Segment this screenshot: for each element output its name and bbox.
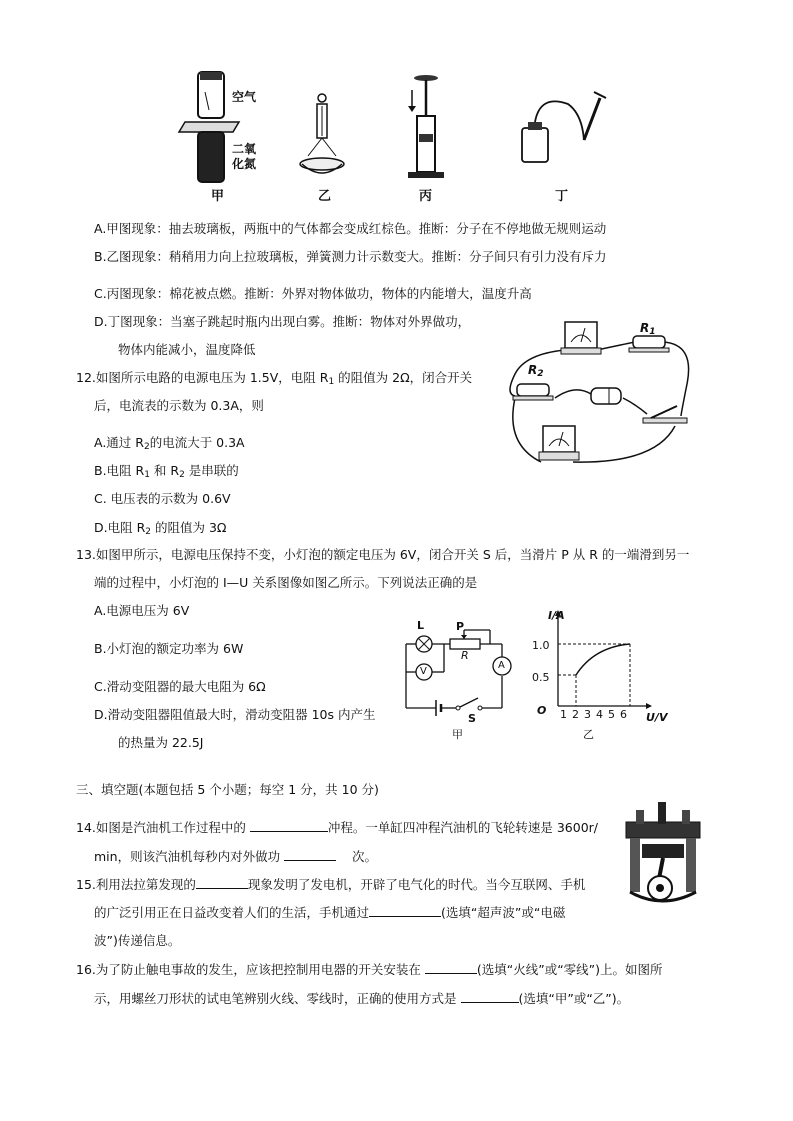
graph-y-tick-2: 0.5 — [532, 671, 550, 684]
graph-iu-curve — [576, 644, 630, 675]
q12-stem-line1: 12.如图所示电路的电源电压为 1.5V，电阻 $R_1$ 的阻值为 2Ω，闭合开关 — [76, 370, 473, 387]
q13-switch-label: S — [468, 712, 476, 725]
no2-label-1: 二氧 — [232, 142, 257, 156]
figure-yi-caption: 乙 — [318, 189, 332, 204]
graph-x-tick-4: 4 — [596, 708, 603, 721]
q16-blank-2[interactable] — [461, 990, 519, 1003]
q13-circuit-caption: 甲 — [452, 728, 463, 741]
q11-option-c: C.丙图现象：棉花被点燃。推断：外界对物体做功，物体的内能增大，温度升高 — [94, 286, 532, 301]
q13-stem-line2: 端的过程中，小灯泡的 I—U 关系图像如图乙所示。下列说法正确的是 — [94, 575, 478, 590]
q16-line2: 示，用螺丝刀形状的试电笔辨别火线、零线时，正确的使用方式是 (选填“甲”或“乙”)。 — [94, 991, 630, 1006]
figure-yi-spring-scale — [298, 92, 348, 180]
graph-x-tick-3: 3 — [584, 708, 591, 721]
q16-line1: 16.为了防止触电事故的发生，应该把控制用电器的开关安装在 (选填“火线”或“零线”)上。如图所 — [76, 962, 663, 977]
graph-x-axis-arrow — [646, 703, 652, 709]
q13-stem-line1: 13.如图甲所示，电源电压保持不变，小灯泡的额定电压为 6V，闭合开关 S 后，当滑片 P 从 R 的一端滑到另一 — [76, 547, 690, 562]
q13-option-a: A.电源电压为 6V — [94, 603, 190, 618]
q13-lamp-label: L — [417, 619, 425, 632]
figure-ding-bottle-pump — [520, 84, 612, 170]
q13-ammeter-label: A — [498, 660, 505, 671]
figure-bing-caption: 丙 — [419, 189, 433, 204]
q15-line2: 的广泛引用正在日益改变着人们的生活，手机通过 (选填“超声波”或“电磁 — [94, 905, 566, 920]
no2-label-2: 化氮 — [232, 157, 257, 171]
graph-caption: 乙 — [583, 728, 594, 741]
q13-option-d: D.滑动变阻器阻值最大时，滑动变阻器 10s 内产生 — [94, 707, 376, 722]
q16-blank-1[interactable] — [425, 961, 477, 974]
graph-x-tick-6: 6 — [620, 708, 627, 721]
q15-line3: 波”)传递信息。 — [94, 933, 181, 948]
q15-blank-2[interactable] — [369, 904, 441, 917]
q13-voltmeter-label: V — [420, 666, 427, 677]
q12-option-d: D.电阻 $R_2$ 的阻值为 3Ω — [94, 520, 227, 537]
q14-blank-2[interactable] — [284, 848, 336, 861]
graph-y-label: I/A — [548, 609, 565, 622]
q11-option-d-cont: 物体内能减小，温度降低 — [118, 342, 256, 357]
q14-blank-1[interactable] — [250, 819, 328, 832]
q12-fig-r2-label: $R_2$ — [528, 363, 544, 379]
graph-x-label: U/V — [646, 711, 668, 724]
figure-bing-piston — [400, 72, 450, 182]
q12-option-b: B.电阻 $R_1$ 和 $R_2$ 是串联的 — [94, 463, 239, 480]
section3-title: 三、填空题(本题包括 5 个小题；每空 1 分，共 10 分) — [76, 782, 379, 797]
q12-stem-line2: 后，电流表的示数为 0.3A，则 — [94, 398, 264, 413]
q15-blank-1[interactable] — [196, 876, 248, 889]
q11-option-b: B.乙图现象：稍稍用力向上拉玻璃板，弹簧测力计示数变大。推断：分子间只有引力没有斥力 — [94, 249, 607, 264]
q13-option-b: B.小灯泡的额定功率为 6W — [94, 641, 244, 656]
graph-x-tick-2: 2 — [572, 708, 579, 721]
graph-x-tick-1: 1 — [560, 708, 567, 721]
q14-line1: 14.如图是汽油机工作过程中的 冲程。一单缸四冲程汽油机的飞轮转速是 3600r/ — [76, 820, 599, 835]
q13-option-c: C.滑动变阻器的最大电阻为 6Ω — [94, 679, 266, 694]
air-label: 空气 — [232, 90, 257, 104]
graph-origin-label: O — [537, 704, 547, 717]
q13-resistor-r-label: R — [461, 649, 469, 662]
graph-x-tick-5: 5 — [608, 708, 615, 721]
q14-engine-figure — [622, 800, 704, 906]
q12-option-c: C. 电压表的示数为 0.6V — [94, 491, 231, 506]
figure-ding-caption: 丁 — [555, 189, 569, 204]
q12-fig-r1-label: $R_1$ — [640, 321, 656, 337]
q15-line1: 15.利用法拉第发现的 现象发明了发电机，开辟了电气化的时代。当今互联网、手机 — [76, 877, 586, 892]
graph-y-tick-1: 1.0 — [532, 639, 550, 652]
q12-circuit-figure — [505, 314, 705, 474]
q12-option-a: A.通过 $R_2$的电流大于 0.3A — [94, 435, 245, 452]
q11-option-d: D.丁图现象：当塞子跳起时瓶内出现白雾。推断：物体对外界做功， — [94, 314, 471, 329]
q13-option-d-cont: 的热量为 22.5J — [118, 735, 204, 750]
q13-slider-p-label: P — [456, 620, 465, 633]
q14-line2: min，则该汽油机每秒内对外做功 次。 — [94, 849, 377, 864]
q11-option-a: A.甲图现象：抽去玻璃板，两瓶中的气体都会变成红棕色。推断：分子在不停地做无规则运动 — [94, 221, 607, 236]
figure-jia-caption: 甲 — [211, 189, 225, 204]
